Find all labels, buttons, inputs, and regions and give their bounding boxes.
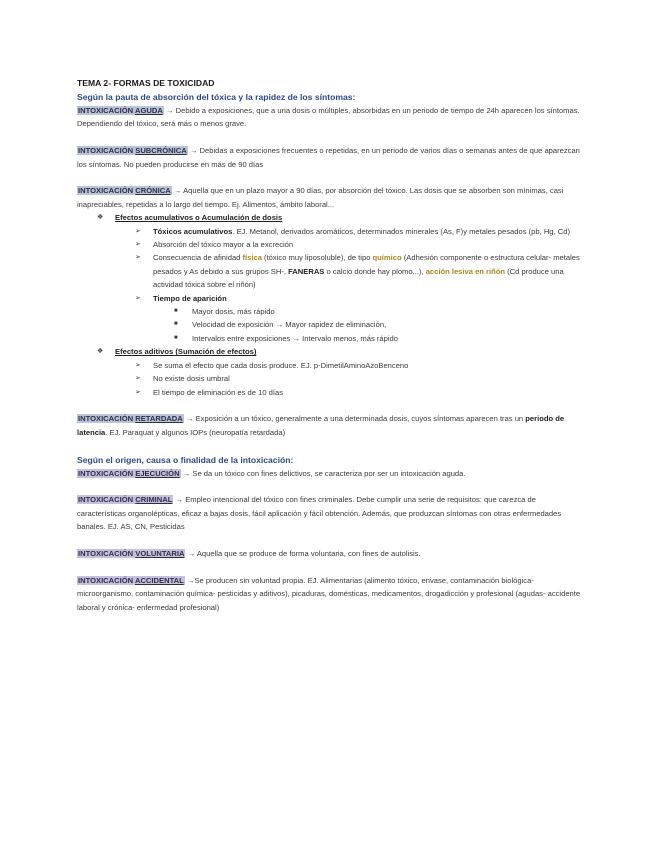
document-title: TEMA 2- FORMAS DE TOXICIDAD bbox=[77, 78, 215, 88]
arrow-bullet-icon: ➢ bbox=[135, 375, 141, 383]
list-item-toxicos-acumulativos: ➢ Tóxicos acumulativos. EJ. Metanol, derivados aromáticos, determinados minerales (As, F)y metales pesados (pb, Hg, Cd) bbox=[77, 225, 582, 238]
paragraph-cronica: INTOXICACIÓN CRÓNICA → Aquella que en un plazo mayor a 90 días, por absorción del tóxico. Las dosis que se absorben son mínimas, casi inapreciables, repetidas a lo largo del tiempo. Ej. Alimentos, ámbito laboral... bbox=[77, 186, 564, 209]
arrow-bullet-icon: ➢ bbox=[135, 388, 141, 396]
list-item-sub: ■ Mayor dosis, más rápido bbox=[77, 305, 582, 318]
list-cronica-effects bbox=[77, 211, 582, 399]
term-accidental: INTOXICACIÓN ACCIDENTAL bbox=[78, 575, 184, 585]
term-voluntaria: INTOXICACIÓN VOLUNTARIA bbox=[78, 548, 185, 558]
paragraph-subcronica: INTOXICACIÓN SUBCRÓNICA → Debidas a exposiciones frecuentes o repetidas, en un periodo de varios días o semanas antes de que aparezcan los síntomas. No pueden producirse en más de 90 días bbox=[77, 146, 580, 169]
list-item-sub: ■ Velocidad de exposición → Mayor rapidez de eliminación, bbox=[77, 318, 582, 331]
diamond-bullet-icon: ❖ bbox=[97, 214, 104, 222]
section-heading-absorcion: Según la pauta de absorción del tóxica y la rapidez de los síntomas: bbox=[77, 92, 356, 102]
paragraph-criminal: INTOXICACIÓN CRIMINAL → Empleo intencional del tóxico con fines criminales. Debe cumplir una serie de requisitos: que carezca de características organolépticas, eficaz a bajas dosis, fácil aplicación y fácil obtención. Además, que produzcan síntomas con otras enfermedades banales. EJ. AS, CN, Pesticidas bbox=[77, 495, 562, 532]
list-item-sub: ■ Intervalos entre exposiciones → Intervalo menos, más rápido bbox=[77, 332, 582, 345]
arrow-bullet-icon: ➢ bbox=[135, 361, 141, 369]
list-item-tiempo-aparicion: ➢ Tiempo de aparición bbox=[77, 292, 582, 305]
term-retardada: INTOXICACIÓN RETARDADA bbox=[78, 414, 183, 424]
document-content bbox=[77, 76, 582, 614]
paragraph-ejecucion: INTOXICACIÓN EJECUCIÓN → Se da un tóxico con fines delictivos, se caracteriza por ser un intoxicación aguda. bbox=[78, 468, 466, 478]
paragraph-accidental: INTOXICACIÓN ACCIDENTAL →Se producen sin voluntad propia. EJ. Alimentarias (alimento tóxico, envase, contaminación biológica- microorganismo, contaminación química- pesticidas y aditivos), picaduras, domésticas, medicamentos, drogadicción y profesional (agudas- accidente laboral y crónica- enfermedad profesional) bbox=[77, 575, 581, 612]
square-bullet-icon: ■ bbox=[174, 308, 178, 315]
list-item-aditivo: ➢ El tiempo de eliminación es de 10 días bbox=[77, 386, 582, 399]
square-bullet-icon: ■ bbox=[174, 321, 178, 328]
list-item-acumulativos: ❖ Efectos acumulativos o Acumulación de dosis bbox=[77, 211, 582, 224]
paragraph-aguda: INTOXICACIÓN AGUDA → Debido a exposiciones, que a una dosis o múltiples, absorbidas en un periodo de tiempo de 24h aparecen los síntomas. Dependiendo del tóxico, será más o menos grave. bbox=[77, 106, 580, 129]
diamond-bullet-icon: ❖ bbox=[97, 348, 104, 356]
list-item-aditivo: ➢ Se suma el efecto que cada dosis produce. EJ. p-DimetilAminoAzoBenceno bbox=[77, 359, 582, 372]
paragraph-voluntaria: INTOXICACIÓN VOLUNTARIA → Aquella que se produce de forma voluntaria, con fines de autolisis. bbox=[78, 548, 421, 558]
term-ejecucion: INTOXICACIÓN EJECUCIÓN bbox=[78, 468, 180, 478]
list-item-aditivo: ➢ No existe dosis umbral bbox=[77, 372, 582, 385]
list-item-afinidad: ➢ Consecuencia de afinidad física (tóxico muy liposoluble), de tipo químico (Adhesión componente o estructura celular- metales pesados y As debido a sus grupos SH-, FANERAS o calcio donde hay plomo...), acción lesiva en riñón (Cd produce una actividad tóxica sobre el riñón) bbox=[135, 253, 580, 290]
term-subcronica: INTOXICACIÓN SUBCRÓNICA bbox=[78, 146, 187, 156]
arrow-bullet-icon: ➢ bbox=[135, 254, 141, 262]
arrow-bullet-icon: ➢ bbox=[135, 294, 141, 302]
term-cronica: INTOXICACIÓN CRÓNICA bbox=[78, 186, 171, 196]
paragraph-retardada: INTOXICACIÓN RETARDADA → Exposición a un tóxico, generalmente a una determinada dosis, cuyos síntomas aparecen tras un periodo de latencia. EJ. Paraquat y algunos IOPs (neuropatía retardada) bbox=[77, 414, 565, 437]
term-aguda: INTOXICACIÓN AGUDA bbox=[78, 106, 163, 115]
arrow-bullet-icon: ➢ bbox=[135, 227, 141, 235]
square-bullet-icon: ■ bbox=[174, 334, 178, 341]
section-heading-origen: Según el origen, causa o finalidad de la intoxicación: bbox=[77, 454, 294, 465]
term-criminal: INTOXICACIÓN CRIMINAL bbox=[78, 495, 173, 505]
list-item-absorcion: ➢ Absorción del tóxico mayor a la excreción bbox=[77, 238, 582, 251]
arrow-bullet-icon: ➢ bbox=[135, 241, 141, 249]
list-item-aditivos: ❖ Efectos aditivos (Sumación de efectos) bbox=[77, 345, 582, 358]
